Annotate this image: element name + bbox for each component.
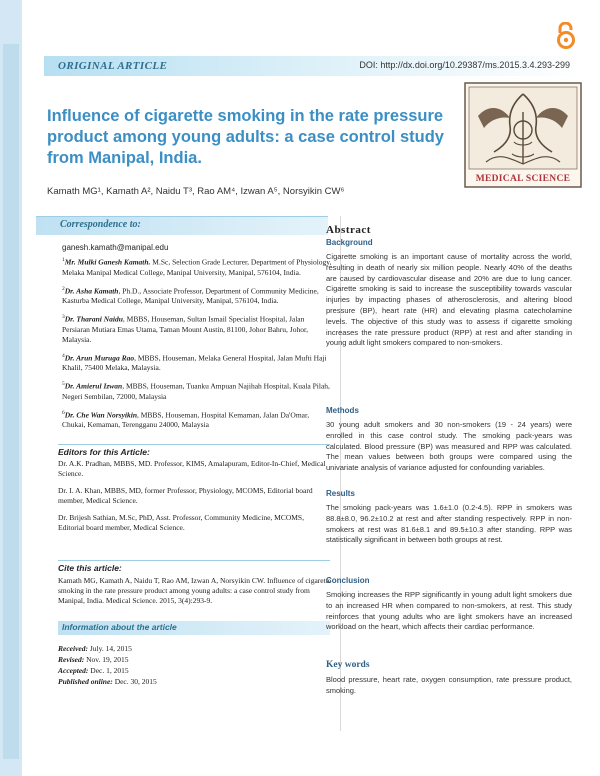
cite-heading: Cite this article: — [58, 563, 122, 573]
abstract-heading: Abstract — [326, 224, 371, 236]
left-margin-bar — [0, 0, 22, 776]
affiliation-item: $^2$Dr. Asha Kamath, Ph.D., Associate Professor, Department of Community Medicine, Kasturba Medical College, Manipal University, Manipal, 576104, India. — [62, 285, 319, 305]
affiliation-item: $^6$Dr. Che Wan Norsyikin, MBBS, Houseman, Hospital Kemaman, Jalan Da'Omar, Chukai, Kemaman, Terengganu 24000, Malaysia — [62, 409, 310, 429]
doi-link[interactable]: DOI: http://dx.doi.org/10.29387/ms.2015.3.4.293-299 — [359, 60, 570, 70]
affiliation-item: $^4$Dr. Arun Muruga Rao, MBBS, Houseman, Melaka General Hospital, Jalan Mufti Haji Khalil, 75400 Melaka, Malaysia. — [62, 352, 327, 372]
info-header — [58, 621, 330, 635]
open-access-icon — [555, 22, 577, 50]
affiliations-list — [62, 255, 332, 436]
left-margin-accent — [3, 44, 19, 759]
editor-item: Dr. A.K. Pradhan, MBBS, MD. Professor, KIMS, Amalapuram, Editor-In-Chief, Medical Science. — [58, 459, 326, 478]
received-date: July. 14, 2015 — [87, 644, 132, 653]
editors-list — [58, 459, 332, 540]
correspondence-header — [36, 216, 328, 235]
divider — [58, 444, 330, 445]
affiliation-item: $^5$Dr. Amierul Izwan, MBBS, Houseman, Tuanku Ampuan Najihah Hospital, Kuala Pilah, Negeri Sembilan, 72000, Malaysia — [62, 381, 330, 401]
keywords-text: Blood pressure, heart rate, oxygen consumption, rate pressure product, smoking. — [326, 675, 572, 695]
accepted-date: Dec. 1, 2015 — [88, 666, 129, 675]
editor-item: Dr. Brijesh Sathian, M.Sc, PhD, Asst. Professor, Community Medicine, MCOMS, Editorial board member, Medical Science. — [58, 513, 304, 532]
cite-text: Kamath MG, Kamath A, Naidu T, Rao AM, Izwan A, Norsyikin CW. Influence of cigarette smoking in the rate pressure product among young adults: a case control study from Manipal, India. Medical Science. 2015, 3(4):293-9. — [58, 576, 332, 605]
affiliation-item: $^3$Dr. Tharani Naidu, MBBS, Houseman, Sultan Ismail Specialist Hospital, Jalan Persiaran Mutiara Emas Utama, Taman Mount Austin, 81100, Johor Bahru, Johor, Malaysia. — [62, 314, 309, 344]
correspondence-email[interactable]: ganesh.kamath@manipal.edu — [62, 243, 169, 252]
revised-date: Nov. 19, 2015 — [84, 655, 129, 664]
results-heading: Results — [326, 489, 355, 498]
article-dates: Received: July. 14, 2015 Revised: Nov. 19, 2015 Accepted: Dec. 1, 2015 Published online: Dec. 30, 2015 — [58, 644, 157, 686]
author-list: Kamath MG¹, Kamath A², Naidu T³, Rao AM⁴, Izwan A⁵, Norsyikin CW⁶ — [47, 186, 345, 197]
results-text: The smoking pack-years was 1.6±1.0 (0.2-4.5). RPP in smokers was 88.8±8.0, 96.2±10.2 at rest and after standing respectively. RPP in non-smokers at rest was 81.6±8.1 and 89.5±10.3 after standing. RPP was statistically significant in between both groups at rest. — [326, 503, 572, 545]
medical-science-logo — [464, 82, 582, 188]
keywords-heading: Key words — [326, 660, 370, 670]
editors-heading: Editors for this Article: — [58, 447, 150, 457]
info-heading: Information about the article — [62, 622, 177, 632]
background-text: Cigarette smoking is an important cause of mortality across the world, resulting in death of nearly six million people. Nearly 40% of the deaths are caused by cardiovascular disease and 20% are due to lung cancer. Cigarette smoking is said to increase the susceptibility towards vascular injuries by impacting phases of atherosclerosis, and altering blood pressure (BP), heart rate (HR) and elevating plasma catecholamine levels. The objective of this study was to assess if cigarette smoking increases the rate pressure product (RPP) at rest and after standing in young adult light smokers compared to non-smokers. — [326, 252, 572, 348]
article-type-label: ORIGINAL ARTICLE — [58, 60, 168, 72]
conclusion-heading: Conclusion — [326, 576, 370, 585]
logo-caption: MEDICAL SCIENCE — [475, 174, 571, 184]
correspondence-heading: Correspondence to: — [60, 219, 141, 230]
published-date: Dec. 30, 2015 — [112, 677, 157, 686]
methods-heading: Methods — [326, 406, 359, 415]
editor-item: Dr. I. A. Khan, MBBS, MD, former Professor, Physiology, MCOMS, Editorial board member, Medical Science. — [58, 486, 313, 505]
article-title: Influence of cigarette smoking in the rate pressure product among young adults: a case control study from Manipal, India. — [47, 107, 444, 167]
background-heading: Background — [326, 238, 373, 247]
conclusion-text: Smoking increases the RPP significantly in young adult light smokers due to an increased HR when compared to non-smokers, at rest. This study reinforces that young adults who are light smokers have an increased workload on the heart, which affects their cardiac performance. — [326, 590, 572, 632]
divider — [58, 560, 330, 561]
affiliation-item: $^1$Mr. Mulki Ganesh Kamath. M.Sc, Selection Grade Lecturer, Department of Physiology, Melaka Manipal Medical College, Manipal University, Manipal, 576104, India. — [62, 257, 332, 277]
methods-text: 30 young adult smokers and 30 non-smokers (19 - 24 years) were enrolled in this case control study. The smoking pack-years was calculated. Blood pressure (BP) was measured and RPP was calculated. The mean values between both groups were compared using the univariate analysis of variance adjusted for confounding variables. — [326, 420, 572, 473]
